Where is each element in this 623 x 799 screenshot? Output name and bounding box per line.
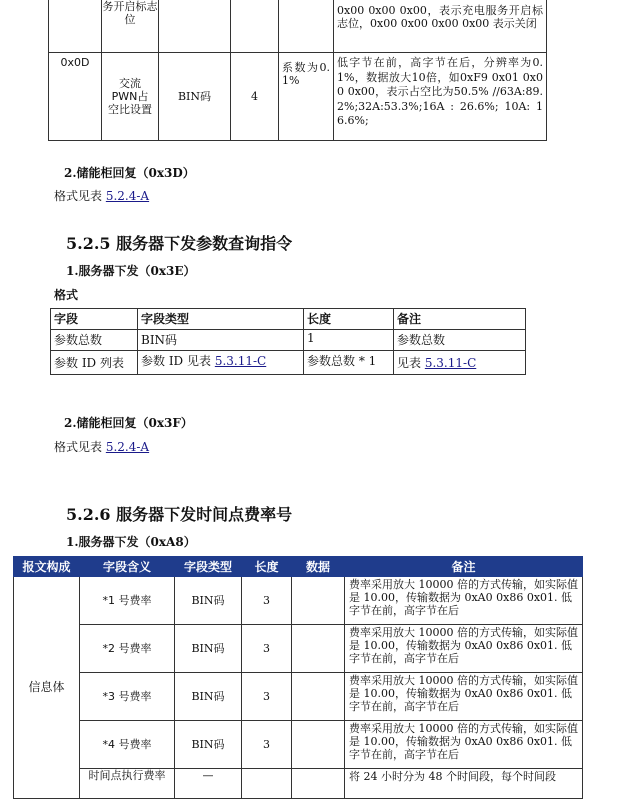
cell [394,351,526,375]
length-cell: 3 [242,625,292,673]
table-header-row [51,309,526,330]
header-cell: 字段 [51,309,138,330]
length-cell: 3 [242,577,292,625]
field-name-cell: *4 号费率 [80,721,175,769]
header-cell: 字段类型 [138,309,304,330]
section-title: 5.2.6 服务器下发时间点费率号 [66,505,293,524]
format-prefix: 格式见表 [54,440,103,454]
query-param-table [50,308,526,375]
cell: 参数总数 [51,330,138,351]
table-row [14,625,583,673]
length-cell: 3 [242,721,292,769]
table-row [14,673,583,721]
cell: 参数总数 * 1 [304,351,394,375]
table-row [51,330,526,351]
code-cell: 0x0D [49,53,102,141]
subsection-title: 1.服务器下发（0x3E） [66,264,196,278]
cell: 1 [304,330,394,351]
section-title: 5.2.5 服务器下发参数查询指令 [66,234,293,253]
remark-cell: 将 24 小时分为 48 个时间段，每个时间段 [345,769,583,799]
type-cell: BIN码 [175,673,242,721]
remark-cell: 低字节在前，高字节在后，分辨率为0.1%，数据放大10倍，如0xF9 0x01 0x00 0x00，表示占空比为50.5% //63A:89.2%;32A:53.3%;16A : 26.6%; 10A: 16.6%; [334,53,547,141]
header-cell: 报文构成 [14,557,80,577]
subsection-title: 1.服务器下发（0xA8） [66,535,196,549]
table-header-row [14,557,583,577]
data-cell [292,721,345,769]
table-link[interactable]: 5.3.11-C [424,356,477,370]
header-cell: 字段类型 [175,557,242,577]
cell: BIN码 [138,330,304,351]
table-link[interactable]: 5.3.11-C [214,354,267,368]
field-name-cell: 务开启标志位 [102,0,159,53]
table-link[interactable]: 5.2.4-A [105,440,150,454]
table-row [51,351,526,375]
group-label-cell: 信息体 [14,577,80,799]
remark-cell: 费率采用放大 10000 倍的方式传输，如实际值是 10.00，传输数据为 0xA0 0x86 0x01. 低字节在前，高字节在后 [345,721,583,769]
format-prefix: 格式见表 [54,189,103,203]
length-cell: 4 [231,53,279,141]
field-name-cell: 时间点执行费率 [80,769,175,799]
field-name-cell: *3 号费率 [80,673,175,721]
header-cell: 长度 [242,557,292,577]
table-row [14,721,583,769]
cell: 参数总数 [394,330,526,351]
header-cell: 数据 [292,557,345,577]
type-cell: BIN码 [159,53,231,141]
reply-title: 2.储能柜回复（0x3D） [64,166,195,180]
remark-cell: 费率采用放大 10000 倍的方式传输，如实际值是 10.00，传输数据为 0xA0 0x86 0x01. 低字节在前，高字节在后 [345,577,583,625]
data-cell [292,625,345,673]
type-cell: BIN码 [175,625,242,673]
header-cell: 字段含义 [80,557,175,577]
type-cell: BIN码 [175,721,242,769]
format-label: 格式 [54,288,79,302]
type-cell: BIN码 [175,577,242,625]
table-row [49,53,547,141]
remark-cell: 费率采用放大 10000 倍的方式传输，如实际值是 10.00，传输数据为 0xA0 0x86 0x01. 低字节在前，高字节在后 [345,673,583,721]
table-row [14,769,583,799]
remark-cell: 0x00 0x00 0x00，表示充电服务开启标志位，0x00 0x00 0x00 0x00 表示关闭 [334,0,547,53]
type-cell: — [175,769,242,799]
table-link[interactable]: 5.2.4-A [105,189,150,203]
coef-cell: 系数为0.1% [279,53,334,141]
cell [138,351,304,375]
field-name-cell: *1 号费率 [80,577,175,625]
format-ref [54,187,149,204]
data-cell [292,577,345,625]
table-row [49,0,547,53]
table-row [14,577,583,625]
header-cell: 备注 [345,557,583,577]
header-cell: 长度 [304,309,394,330]
cell: 参数 ID 列表 [51,351,138,375]
remark-cell: 费率采用放大 10000 倍的方式传输，如实际值是 10.00，传输数据为 0xA0 0x86 0x01. 低字节在前，高字节在后 [345,625,583,673]
cell-prefix: 参数 ID 见表 [141,354,211,368]
cell-prefix: 见表 [397,356,422,370]
header-cell: 备注 [394,309,526,330]
field-name-cell: *2 号费率 [80,625,175,673]
data-cell [292,673,345,721]
length-cell: 3 [242,673,292,721]
param-table-top [48,0,547,141]
rate-table [13,556,583,799]
reply-title: 2.储能柜回复（0x3F） [64,416,193,430]
format-ref [54,438,149,455]
field-name-cell: 交流PWN占空比设置 [102,53,159,141]
